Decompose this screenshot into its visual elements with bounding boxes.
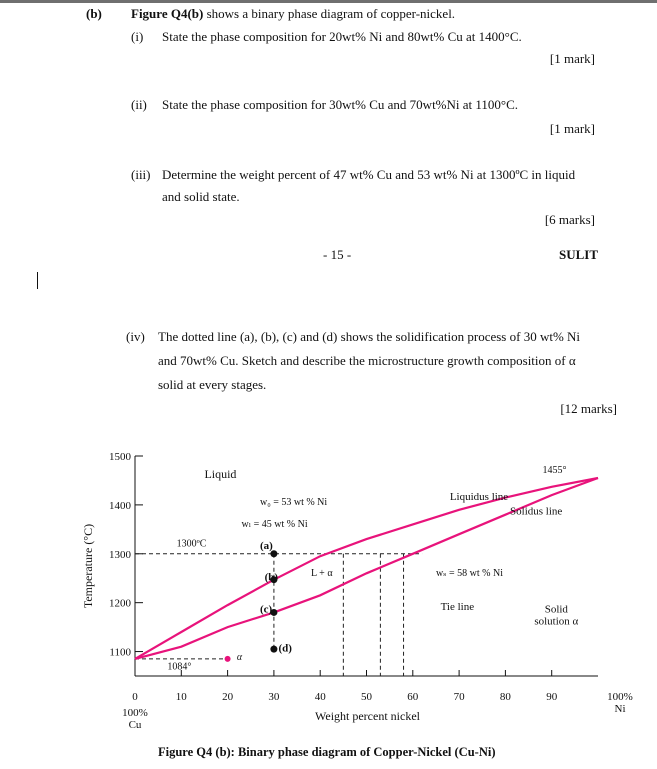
x-tick-label-70: 70: [453, 691, 465, 703]
label-solid-solution: solution α: [534, 615, 579, 628]
label-a: (a): [260, 539, 273, 552]
label-ws: wₛ = 58 wt % Ni: [435, 567, 504, 579]
point-alpha: [225, 656, 231, 662]
y-tick-label-1400: 1400: [109, 499, 131, 512]
x-tick-label-40: 40: [314, 691, 326, 703]
y-tick-label-1100: 1100: [109, 646, 131, 659]
part-label: (b): [86, 6, 102, 21]
item-iii-number: (iii): [131, 167, 151, 182]
item-iv-number: (iv): [126, 329, 145, 344]
x-tick-label-30: 30: [268, 691, 280, 703]
x-axis-title: Weight percent nickel: [315, 709, 420, 723]
x-tick-label-20: 20: [222, 691, 234, 703]
y-tick-label-1300: 1300: [109, 548, 131, 561]
label-1300: 1300ºC: [176, 538, 207, 550]
point-d: [270, 646, 277, 653]
label-b: (b): [264, 571, 279, 584]
label-tie-line: Tie line: [440, 601, 475, 613]
item-iv-line2: and 70wt% Cu. Sketch and describe the microstructure growth composition of α: [158, 353, 576, 368]
label-1455: 1455°: [542, 465, 567, 477]
x-tick-label-80: 80: [499, 691, 511, 703]
item-i-marks: [1 mark]: [549, 51, 595, 66]
y-tick-label-1500: 1500: [109, 451, 131, 463]
label-liquidus: Liquidus line: [449, 491, 509, 503]
x-tick-label-50: 50: [361, 691, 372, 703]
left-element-label: Cu: [128, 719, 142, 731]
label-1084: 1084°: [167, 661, 192, 673]
item-iv-line1: The dotted line (a), (b), (c) and (d) shows the solidification process of 30 wt% Ni: [158, 329, 581, 344]
label-d: (d): [278, 642, 292, 655]
right-element-label: Ni: [614, 703, 626, 715]
top-border: [0, 0, 657, 3]
item-iv-line3: solid at every stages.: [158, 377, 267, 392]
intro-text: shows a binary phase diagram of copper-nickel.: [203, 6, 456, 21]
item-iii-line2: and solid state.: [162, 189, 240, 204]
figure-ref: Figure Q4(b): [131, 6, 204, 21]
diagram-labels: [81, 465, 633, 759]
item-i-number: (i): [131, 29, 144, 44]
text-cursor: [37, 272, 38, 289]
item-iv-marks: [12 marks]: [560, 401, 617, 416]
item-ii-text: State the phase composition for 30wt% Cu and 70wt%Ni at 1100°C.: [162, 97, 519, 112]
item-ii-marks: [1 mark]: [549, 121, 595, 136]
item-iii-line1: Determine the weight percent of 47 wt% Cu and 53 wt% Ni at 1300ºC in liquid: [162, 167, 576, 182]
item-ii-number: (ii): [131, 97, 147, 112]
y-tick-label-1200: 1200: [109, 597, 131, 610]
axes: [135, 456, 598, 676]
label-liquid: Liquid: [204, 467, 237, 481]
label-solid: Solid: [544, 603, 568, 616]
x-tick-label-90: 90: [546, 691, 558, 703]
x-tick-label-10: 10: [175, 691, 187, 703]
item-iii-marks: [6 marks]: [544, 212, 595, 227]
guide-lines: [135, 554, 422, 676]
label-alpha-point: α: [236, 651, 243, 663]
right-percent-label: 100%: [607, 691, 633, 703]
label-w0: w₀ = 53 wt % Ni: [260, 496, 328, 508]
phase-diagram: [0, 440, 657, 769]
item-i-text: State the phase composition for 20wt% Ni and 80wt% Cu at 1400°C.: [162, 29, 522, 44]
question-intro: [131, 6, 455, 22]
page-number: - 15 -: [323, 247, 352, 262]
label-c: (c): [260, 603, 273, 616]
figure-caption: Figure Q4 (b): Binary phase diagram of Copper-Nickel (Cu-Ni): [158, 745, 496, 759]
label-solidus: Solidus line: [510, 505, 563, 518]
label-wl: wₗ = 45 wt % Ni: [241, 518, 308, 530]
x-tick-label-60: 60: [407, 691, 419, 703]
x-tick-label-0: 0: [132, 691, 138, 703]
sulit-tag: SULIT: [559, 247, 599, 262]
left-percent-label: 100%: [122, 707, 148, 719]
y-axis-title: Temperature (°C): [81, 523, 95, 609]
label-l-plus-alpha: L + α: [310, 567, 333, 579]
